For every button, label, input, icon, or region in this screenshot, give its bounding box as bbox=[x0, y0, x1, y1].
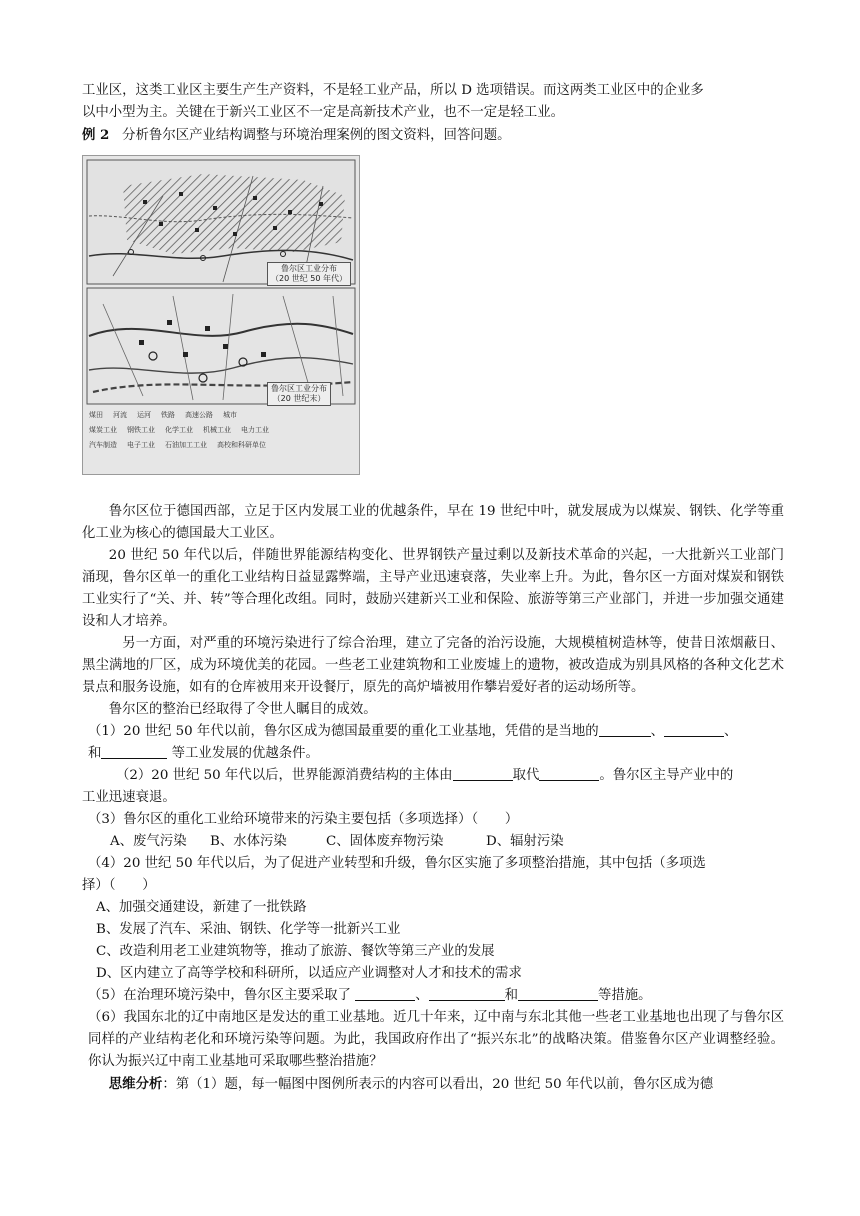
answer-blank[interactable] bbox=[355, 986, 415, 1001]
question-2-text: （2）20 世纪 50 年代以后，世界能源消费结构的主体由 bbox=[116, 768, 453, 783]
analysis-text: ：第（1）题，每一幅图中图例所表示的内容可以看出，20 世纪 50 年代以前，鲁尔区成为德 bbox=[162, 1077, 714, 1092]
paragraph-1: 鲁尔区位于德国西部，立足于区内发展工业的优越条件，早在 19 世纪中叶，就发展成为以煤炭、钢铁、化学等重化工业为核心的德国最大工业区。 bbox=[82, 504, 784, 541]
legend-coal-industry: 煤炭工业 bbox=[89, 426, 117, 434]
question-2-mid: 取代 bbox=[512, 768, 540, 783]
legend-row-1 bbox=[89, 408, 353, 423]
top-map-label-title: 鲁尔区工业分布 bbox=[281, 264, 337, 273]
analysis-label: 思维分析 bbox=[108, 1076, 163, 1092]
answer-blank[interactable] bbox=[429, 986, 505, 1001]
analysis bbox=[82, 1073, 784, 1096]
question-5-sep: 、 bbox=[415, 988, 429, 1003]
legend-power-industry: 电力工业 bbox=[241, 426, 269, 434]
document-page bbox=[82, 80, 784, 1096]
answer-blank[interactable] bbox=[664, 722, 724, 737]
intro-line-2: 以中小型为主。关键在于新兴工业区不一定是高新技术产业，也不一定是轻工业。 bbox=[82, 105, 565, 120]
answer-blank[interactable] bbox=[518, 986, 598, 1001]
option-c[interactable]: C、固体废弃物污染 bbox=[326, 834, 444, 849]
paragraph-3: 另一方面，对严重的环境污染进行了综合治理，建立了完备的治污设施，大规模植树造林等，使昔日浓烟蔽日、黑尘满地的厂区，成为环境优美的花园。一些老工业建筑物和工业废墟上的遗物，被改造成为别具风格的各种文化艺术景点和服务设施，如有的仓库被用来开设餐厅，原先的高炉墙被用作攀岩爱好者的运动场所等。 bbox=[82, 636, 784, 695]
question-5 bbox=[82, 985, 784, 1007]
question-4: （4）20 世纪 50 年代以后，为了促进产业转型和升级，鲁尔区实施了多项整治措施，其中包括（多项选 bbox=[88, 856, 706, 871]
legend-city: 城市 bbox=[223, 411, 237, 419]
question-2-continued: 工业迅速衰退。 bbox=[82, 790, 176, 805]
question-4-option-c[interactable]: C、改造利用老工业建筑物等，推动了旅游、餐饮等第三产业的发展 bbox=[96, 944, 495, 959]
answer-blank[interactable] bbox=[101, 744, 167, 759]
question-3: （3）鲁尔区的重化工业给环境带来的污染主要包括（多项选择）（ ） bbox=[88, 812, 519, 827]
legend-coalfield: 煤田 bbox=[89, 411, 103, 419]
paragraph-4: 鲁尔区的整治已经取得了令世人瞩目的成效。 bbox=[108, 702, 377, 717]
top-map-label bbox=[267, 262, 351, 286]
question-1-and: 和 bbox=[88, 746, 102, 761]
top-map-label-period: （20 世纪 50 年代） bbox=[271, 274, 347, 283]
legend-river: 河流 bbox=[113, 411, 127, 419]
question-3-options bbox=[82, 831, 784, 853]
legend-universities: 高校和科研单位 bbox=[217, 441, 266, 449]
legend-chemical-industry: 化学工业 bbox=[165, 426, 193, 434]
legend-row-2 bbox=[89, 423, 353, 438]
question-1-sep: 、 bbox=[724, 724, 738, 739]
answer-blank[interactable] bbox=[539, 766, 599, 781]
question-5-and: 和 bbox=[504, 988, 518, 1003]
answer-blank[interactable] bbox=[453, 766, 513, 781]
option-b[interactable]: B、水体污染 bbox=[210, 834, 287, 849]
bottom-map-label-title: 鲁尔区工业分布 bbox=[271, 384, 327, 393]
question-2 bbox=[82, 765, 784, 787]
legend-canal: 运河 bbox=[137, 411, 151, 419]
legend-highway: 高速公路 bbox=[185, 411, 213, 419]
paragraph-2: 20 世纪 50 年代以后，伴随世界能源结构变化、世界钢铁产量过剩以及新技术革命的兴起，一大批新兴工业部门涌现，鲁尔区单一的重化工业结构日益显露弊端，主导产业迅速衰落，失业率上升。为此，鲁尔区一方面对煤炭和钢铁工业实行了“关、并、转”等合理化改组。同时，鼓励兴建新兴工业和保险、旅游等第三产业部门，并进一步加强交通建设和人才培养。 bbox=[82, 548, 784, 629]
option-a[interactable]: A、废气污染 bbox=[110, 834, 187, 849]
question-4-option-b[interactable]: B、发展了汽车、采油、钢铁、化学等一批新兴工业 bbox=[96, 922, 401, 937]
example-label: 例 2 bbox=[82, 127, 110, 143]
question-4-option-a[interactable]: A、加强交通建设，新建了一批铁路 bbox=[96, 900, 307, 915]
legend-steel-industry: 钢铁工业 bbox=[127, 426, 155, 434]
example-heading bbox=[82, 124, 784, 147]
question-2-tail: 。鲁尔区主导产业中的 bbox=[599, 768, 734, 783]
question-5-text: （5）在治理环境污染中，鲁尔区主要采取了 bbox=[88, 988, 356, 1003]
question-6: （6）我国东北的辽中南地区是发达的重工业基地。近几十年来，辽中南与东北其他一些老工业基地也出现了与鲁尔区同样的产业结构老化和环境污染等问题。为此，我国政府作出了“振兴东北”的战略决策。借鉴鲁尔区产业调整经验。你认为振兴辽中南工业基地可采取哪些整治措施？ bbox=[88, 1010, 784, 1069]
question-1-text: （1）20 世纪 50 年代以前，鲁尔区成为德国最重要的重化工业基地，凭借的是当地的 bbox=[88, 724, 599, 739]
legend-automobile: 汽车制造 bbox=[89, 441, 117, 449]
answer-blank[interactable] bbox=[599, 722, 651, 737]
question-1 bbox=[82, 721, 784, 765]
option-d[interactable]: D、辐射污染 bbox=[486, 834, 564, 849]
question-1-sep: 、 bbox=[650, 724, 665, 739]
question-4-option-d[interactable]: D、区内建立了高等学校和科研所，以适应产业调整对人才和技术的需求 bbox=[96, 966, 522, 981]
legend-machinery-industry: 机械工业 bbox=[203, 426, 231, 434]
legend-oil-processing: 石油加工工业 bbox=[165, 441, 207, 449]
legend-electronics: 电子工业 bbox=[127, 441, 155, 449]
legend-railway: 铁路 bbox=[161, 411, 175, 419]
map-legend bbox=[89, 408, 353, 453]
question-1-tail: 等工业发展的优越条件。 bbox=[167, 746, 319, 761]
question-4-continued: 择）（ ） bbox=[82, 878, 156, 893]
question-5-tail: 等措施。 bbox=[597, 988, 652, 1003]
bottom-map-label-period: （20 世纪末） bbox=[272, 394, 326, 403]
legend-row-3 bbox=[89, 438, 353, 453]
ruhr-industry-map-figure bbox=[82, 155, 360, 475]
intro-line-1: 工业区，这类工业区主要生产生产资料，不是轻工业产品，所以 D 选项错误。而这两类工业区中的企业多 bbox=[82, 83, 704, 98]
bottom-map-label bbox=[267, 382, 331, 406]
example-text: 分析鲁尔区产业结构调整与环境治理案例的图文资料，回答问题。 bbox=[122, 128, 511, 143]
